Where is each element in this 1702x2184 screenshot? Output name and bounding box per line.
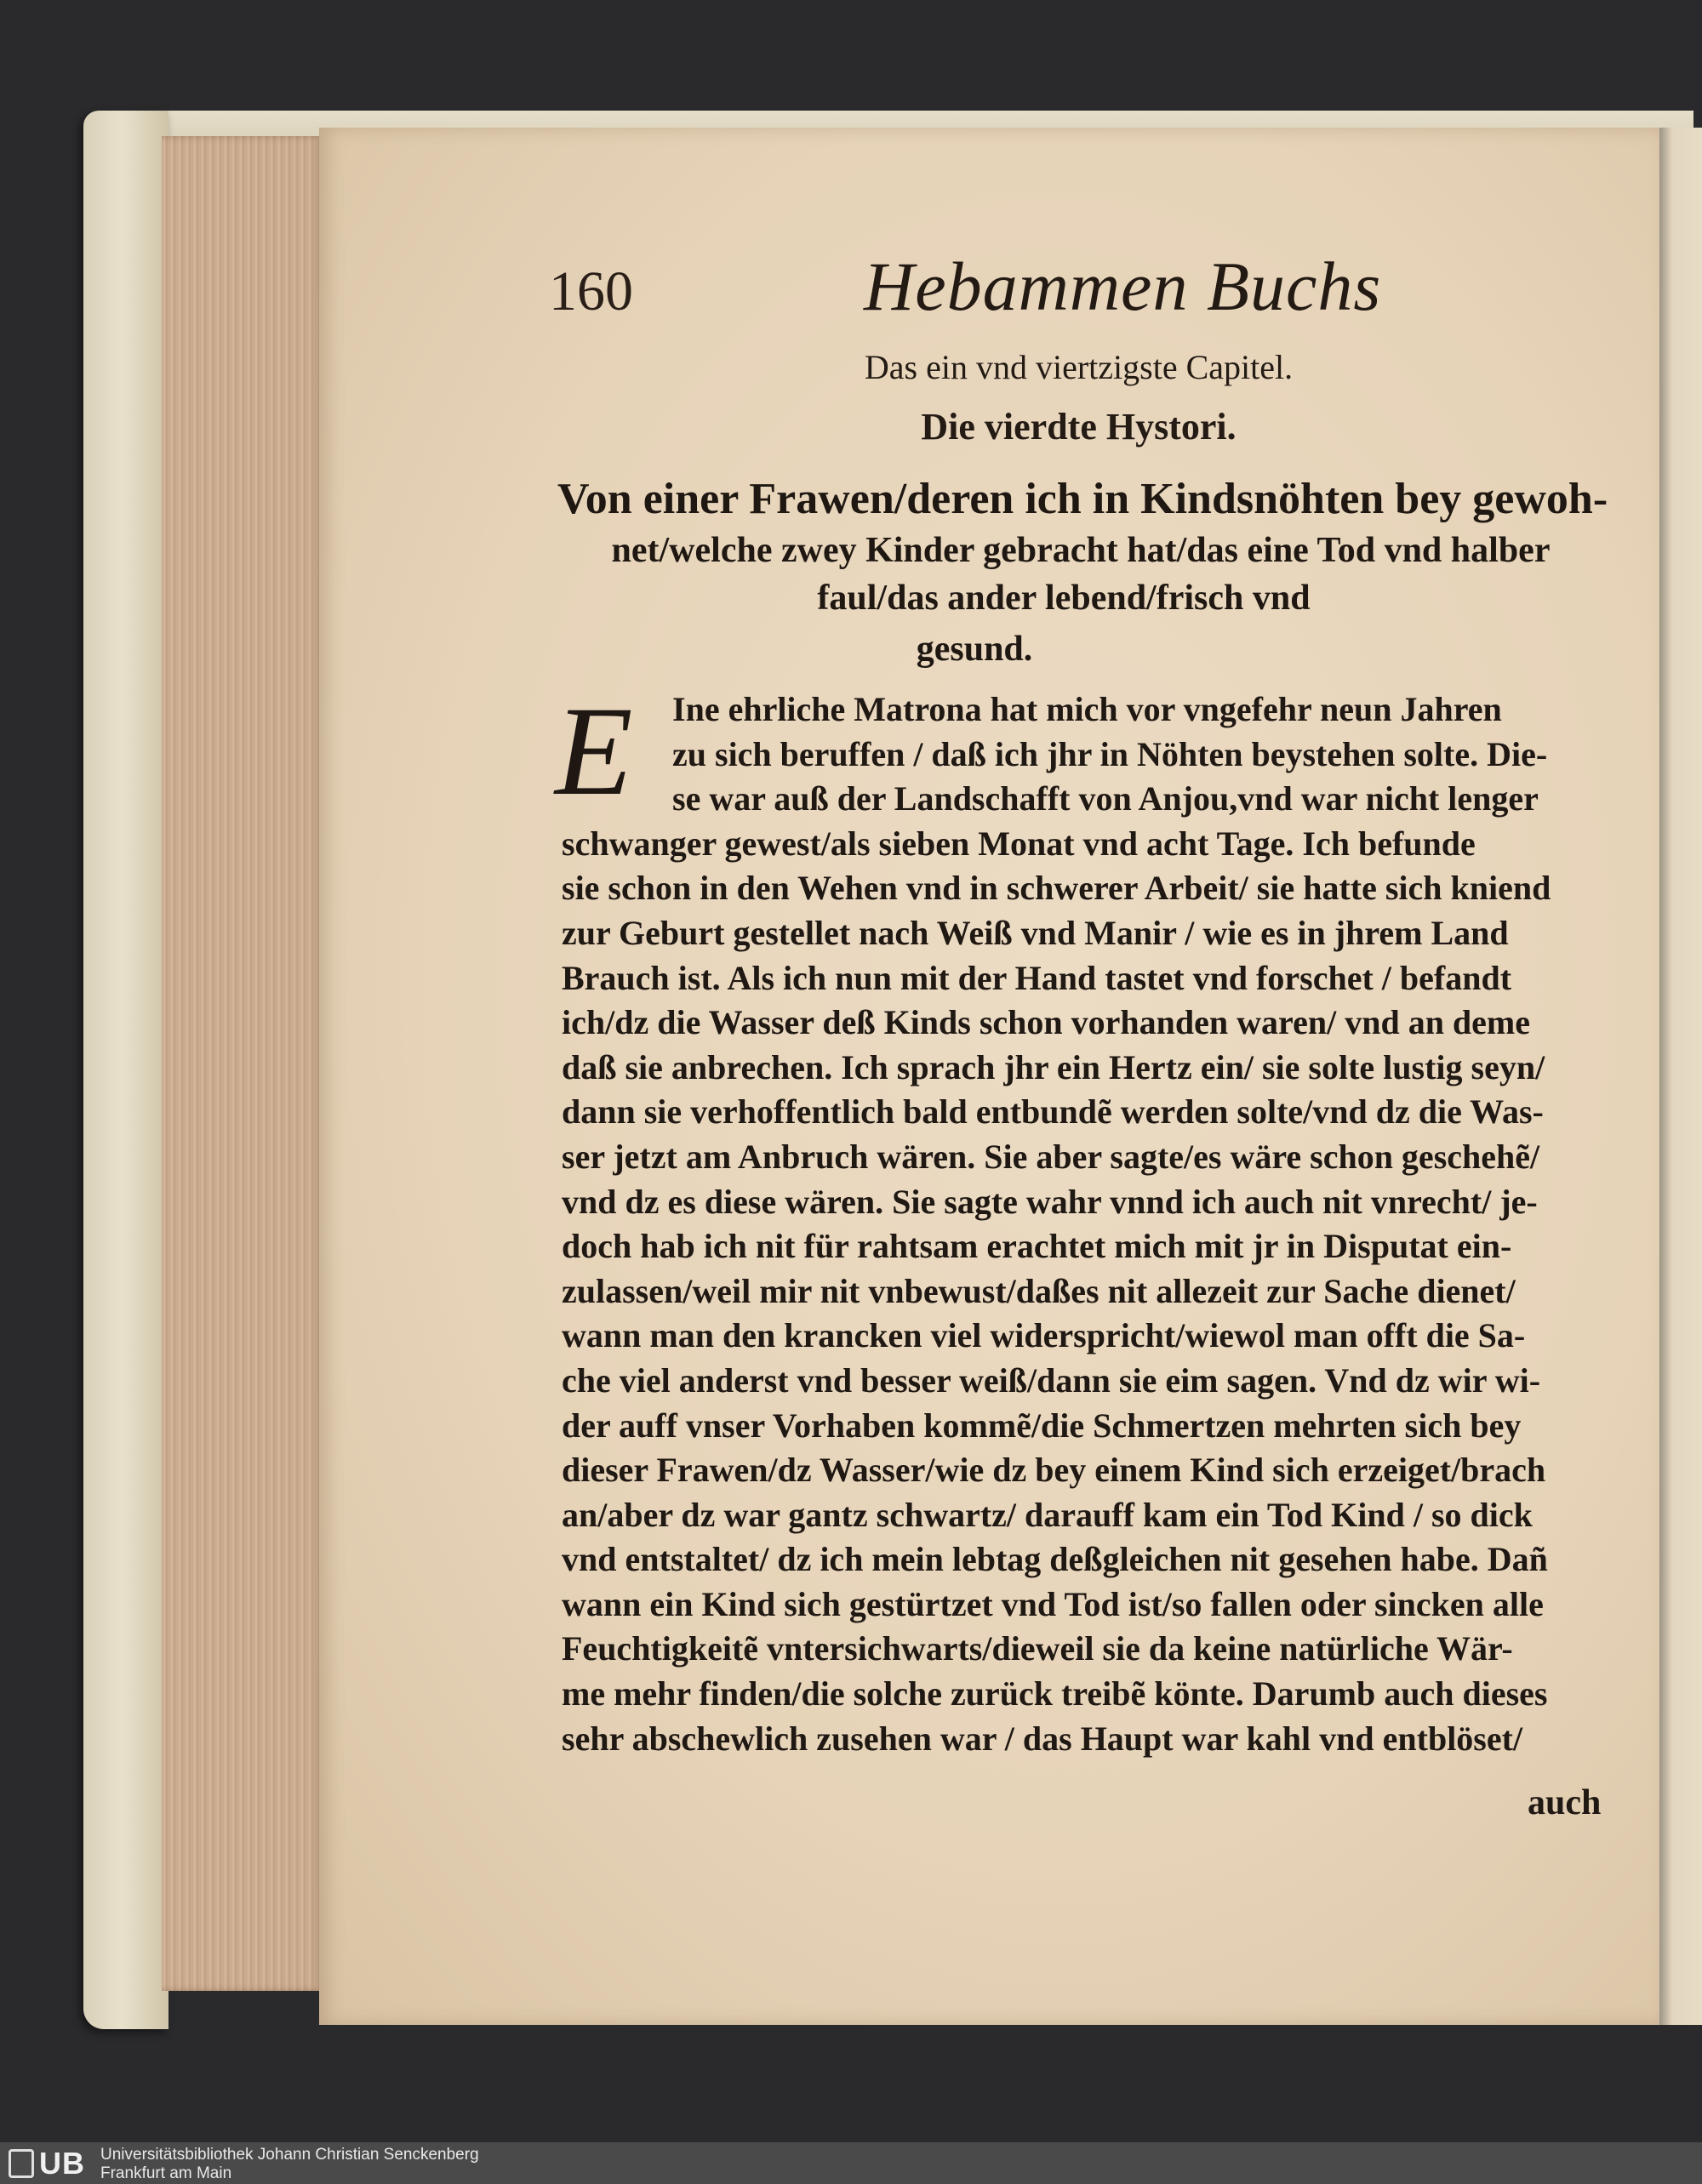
body-line: se war auß der Landschafft von Anjou,vnd war nicht lenger <box>672 779 1539 818</box>
heading-line: net/welche zwey Kinder gebracht hat/das eine Tod vnd halber <box>611 531 1551 570</box>
body-line: sehr abschewlich zusehen war / das Haupt war kahl vnd entblöset/ <box>562 1719 1523 1758</box>
heading-line: faul/das ander lebend/frisch vnd <box>817 579 1311 618</box>
body-line: wann man den krancken viel widerspricht/wiewol man offt die Sa- <box>562 1316 1526 1355</box>
body-line: vnd dz es diese wären. Sie sagte wahr vnnd ich auch nit vnrecht/ je- <box>562 1182 1538 1221</box>
body-line: doch hab ich nit für rahtsam erachtet mich mit jr in Disputat ein- <box>562 1227 1512 1266</box>
body-line: Ine ehrliche Matrona hat mich vor vngefehr neun Jahren <box>672 690 1502 728</box>
book-cover-left <box>83 111 168 2029</box>
body-line: ser jetzt am Anbruch wären. Sie aber sagte/es wäre schon geschehẽ/ <box>562 1137 1540 1176</box>
body-line: dieser Frawen/dz Wasser/wie dz bey einem Kind sich erzeiget/brach <box>562 1451 1546 1490</box>
chapter-title: Das ein vnd viertzigste Capitel. <box>864 348 1294 386</box>
heading-line: gesund. <box>916 630 1033 669</box>
body-line: Feuchtigkeitẽ vntersichwarts/dieweil sie da keine natürliche Wär- <box>562 1629 1513 1668</box>
ub-logo-icon <box>9 2149 34 2178</box>
drop-cap: E <box>555 681 633 822</box>
facing-page-edge <box>1659 128 1702 2025</box>
body-line: sie schon in den Wehen vnd in schwerer Arbeit/ sie hatte sich kniend <box>562 869 1551 908</box>
library-city: Frankfurt am Main <box>100 2164 232 2182</box>
body-line: me mehr finden/die solche zurück treibẽ könte. Darumb auch dieses <box>562 1674 1548 1714</box>
body-line: Brauch ist. Als ich nun mit der Hand tastet vnd forschet / befandt <box>562 958 1512 997</box>
library-footer <box>0 2142 1702 2184</box>
section-heading <box>557 472 1608 676</box>
running-head: Hebammen Buchs <box>864 248 1382 325</box>
body-line: dann sie verhoffentlich bald entbundẽ werden solte/vnd dz die Was- <box>562 1092 1544 1132</box>
body-line: vnd entstaltet/ dz ich mein lebtag deßgleichen nit gesehen habe. Dañ <box>562 1540 1548 1579</box>
body-line: an/aber dz war gantz schwartz/ darauff kam ein Tod Kind / so dick <box>562 1495 1533 1534</box>
body-line: ich/dz die Wasser deß Kinds schon vorhanden waren/ vnd an deme <box>562 1003 1531 1042</box>
ub-logo[interactable] <box>9 2147 94 2180</box>
body-line: che viel anderst vnd besser weiß/dann sie eim sagen. Vnd dz wir wi- <box>562 1360 1541 1400</box>
page-number: 160 <box>549 260 633 322</box>
body-text <box>562 687 1604 1761</box>
story-title: Die vierdte Hystori. <box>921 406 1237 448</box>
catchword: auch <box>1528 1783 1602 1822</box>
body-line: der auff vnser Vorhaben kommẽ/die Schmertzen mehrten sich bey <box>562 1406 1522 1445</box>
page-edges <box>162 136 323 1991</box>
body-line: wann ein Kind sich gestürtzet vnd Tod ist/so fallen oder sincken alle <box>562 1584 1544 1623</box>
body-line: schwanger gewest/als sieben Monat vnd acht Tage. Ich befunde <box>562 824 1476 863</box>
heading-line: Von einer Frawen/deren ich in Kindsnöhten bey gewoh- <box>557 475 1608 523</box>
ub-logo-text: UB <box>39 2146 85 2181</box>
body-line: zu sich beruffen / daß ich jhr in Nöhten beystehen solte. Die- <box>672 734 1548 773</box>
body-line: zulassen/weil mir nit vnbewust/daßes nit allezeit zur Sache dienet/ <box>562 1271 1516 1310</box>
body-line: daß sie anbrechen. Ich sprach jhr ein Hertz ein/ sie solte lustig seyn/ <box>562 1047 1545 1086</box>
body-line: zur Geburt gestellet nach Weiß vnd Manir / wie es in jhrem Land <box>562 913 1509 952</box>
library-name: Universitätsbibliothek Johann Christian Senckenberg <box>100 2146 479 2164</box>
